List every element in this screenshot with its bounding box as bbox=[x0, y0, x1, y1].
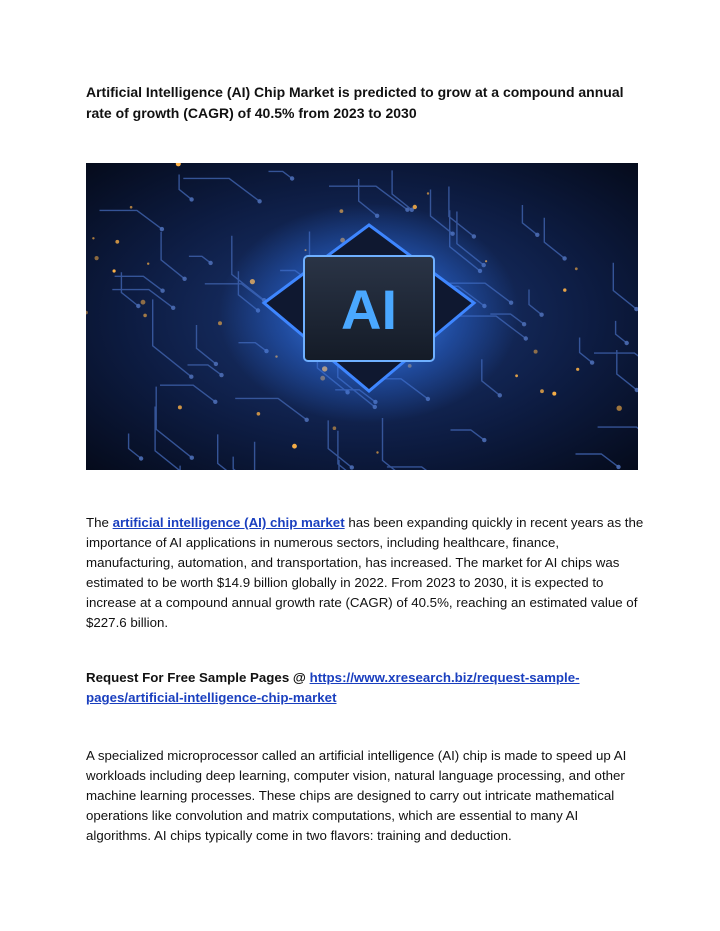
intro-paragraph bbox=[86, 513, 646, 633]
ai-chip-image bbox=[86, 163, 638, 470]
circuit-board-illustration bbox=[86, 163, 638, 470]
chip-label: AI bbox=[341, 278, 397, 341]
request-sample-link[interactable]: https://www.xresearch.biz/request-sample-pages/artificial-intelligence-chip-market bbox=[86, 670, 580, 705]
description-paragraph: A specialized microprocessor called an artificial intelligence (AI) chip is made to speed up AI workloads including deep learning, computer vision, natural language processing, and other machine learning processes. These chips are designed to carry out intricate mathematical operations like convolution and matrix computations, which are essential to many AI algorithms. AI chips typically come in two flavors: training and deduction. bbox=[86, 748, 627, 843]
request-label: Request For Free Sample Pages @ bbox=[86, 670, 310, 685]
document-title: Artificial Intelligence (AI) Chip Market is predicted to grow at a compound annual rate of growth (CAGR) of 40.5% from 2023 to 2030 bbox=[86, 84, 624, 121]
ai-chip-market-link[interactable]: artificial intelligence (AI) chip market bbox=[112, 515, 345, 530]
request-sample-line bbox=[86, 668, 646, 708]
intro-body: has been expanding quickly in recent years as the importance of AI applications in numerous sectors, including healthcare, finance, manufacturing, automation, and transportation, has increased. The market for AI chips was estimated to be worth $14.9 billion globally in 2022. From 2023 to 2030, it is expected to increase at a compound annual growth rate (CAGR) of 40.5%, reaching an estimated value of $227.6 billion. bbox=[86, 515, 644, 630]
intro-prefix: The bbox=[86, 515, 113, 530]
